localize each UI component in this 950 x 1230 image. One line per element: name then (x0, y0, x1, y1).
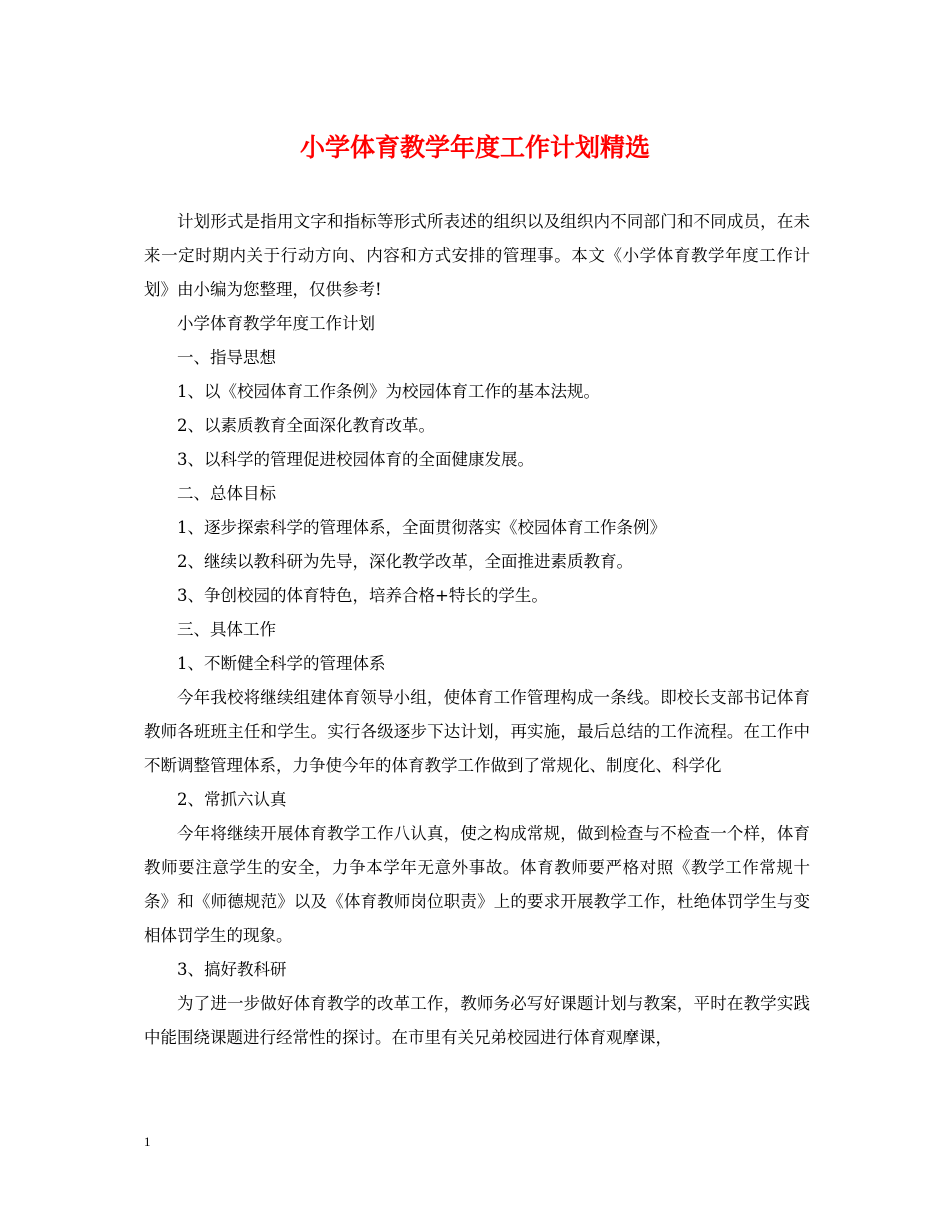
section-heading-specific-work: 三、具体工作 (177, 620, 276, 639)
list-item: 1、以《校园体育工作条例》为校园体育工作的基本法规。 (177, 382, 600, 401)
body-paragraph: 今年我校将继续组建体育领导小组，使体育工作管理构成一条线。即校长支部书记体育教师各班班主任和学生。实行各级逐步下达计划，再实施，最后总结的工作流程。在工作中不断调整管理体系，力争使今年的体育教学工作做到了常规化、制度化、科学化 (144, 688, 810, 775)
paragraph-plan-heading: 小学体育教学年度工作计划 (177, 314, 375, 333)
body-paragraph: 今年将继续开展体育教学工作八认真，使之构成常规，做到检查与不检查一个样，体育教师要注意学生的安全，力争本学年无意外事故。体育教师要严格对照《教学工作常规十条》和《师德规范》以及《体育教师岗位职责》上的要求开展教学工作，杜绝体罚学生与变相体罚学生的现象。 (144, 824, 810, 945)
subsection-heading: 3、搞好教科研 (177, 960, 287, 979)
document-title: 小学体育教学年度工作计划精选 (299, 133, 650, 162)
subsection-heading: 1、不断健全科学的管理体系 (177, 654, 386, 673)
body-paragraph: 为了进一步做好体育教学的改革工作，教师务必写好课题计划与教案，平时在教学实践中能围绕课题进行经常性的探讨。在市里有关兄弟校园进行体育观摩课， (144, 994, 810, 1047)
list-item: 2、继续以教科研为先导，深化教学改革，全面推进素质教育。 (177, 552, 633, 571)
list-item: 1、逐步探索科学的管理体系，全面贯彻落实《校园体育工作条例》 (177, 518, 666, 537)
section-heading-overall-goals: 二、总体目标 (177, 484, 276, 503)
page-number: 1 (144, 1134, 151, 1149)
list-item: 3、以科学的管理促进校园体育的全面健康发展。 (177, 450, 534, 469)
document-body (144, 205, 810, 1055)
section-heading-guiding-ideology: 一、指导思想 (177, 348, 276, 367)
paragraph-intro: 计划形式是指用文字和指标等形式所表述的组织以及组织内不同部门和不同成员，在未来一定时期内关于行动方向、内容和方式安排的管理事。本文《小学体育教学年度工作计划》由小编为您整理，仅供参考! (144, 212, 810, 299)
subsection-heading: 2、常抓六认真 (177, 790, 287, 809)
list-item: 3、争创校园的体育特色，培养合格+特长的学生。 (177, 586, 548, 605)
list-item: 2、以素质教育全面深化教育改革。 (177, 416, 435, 435)
